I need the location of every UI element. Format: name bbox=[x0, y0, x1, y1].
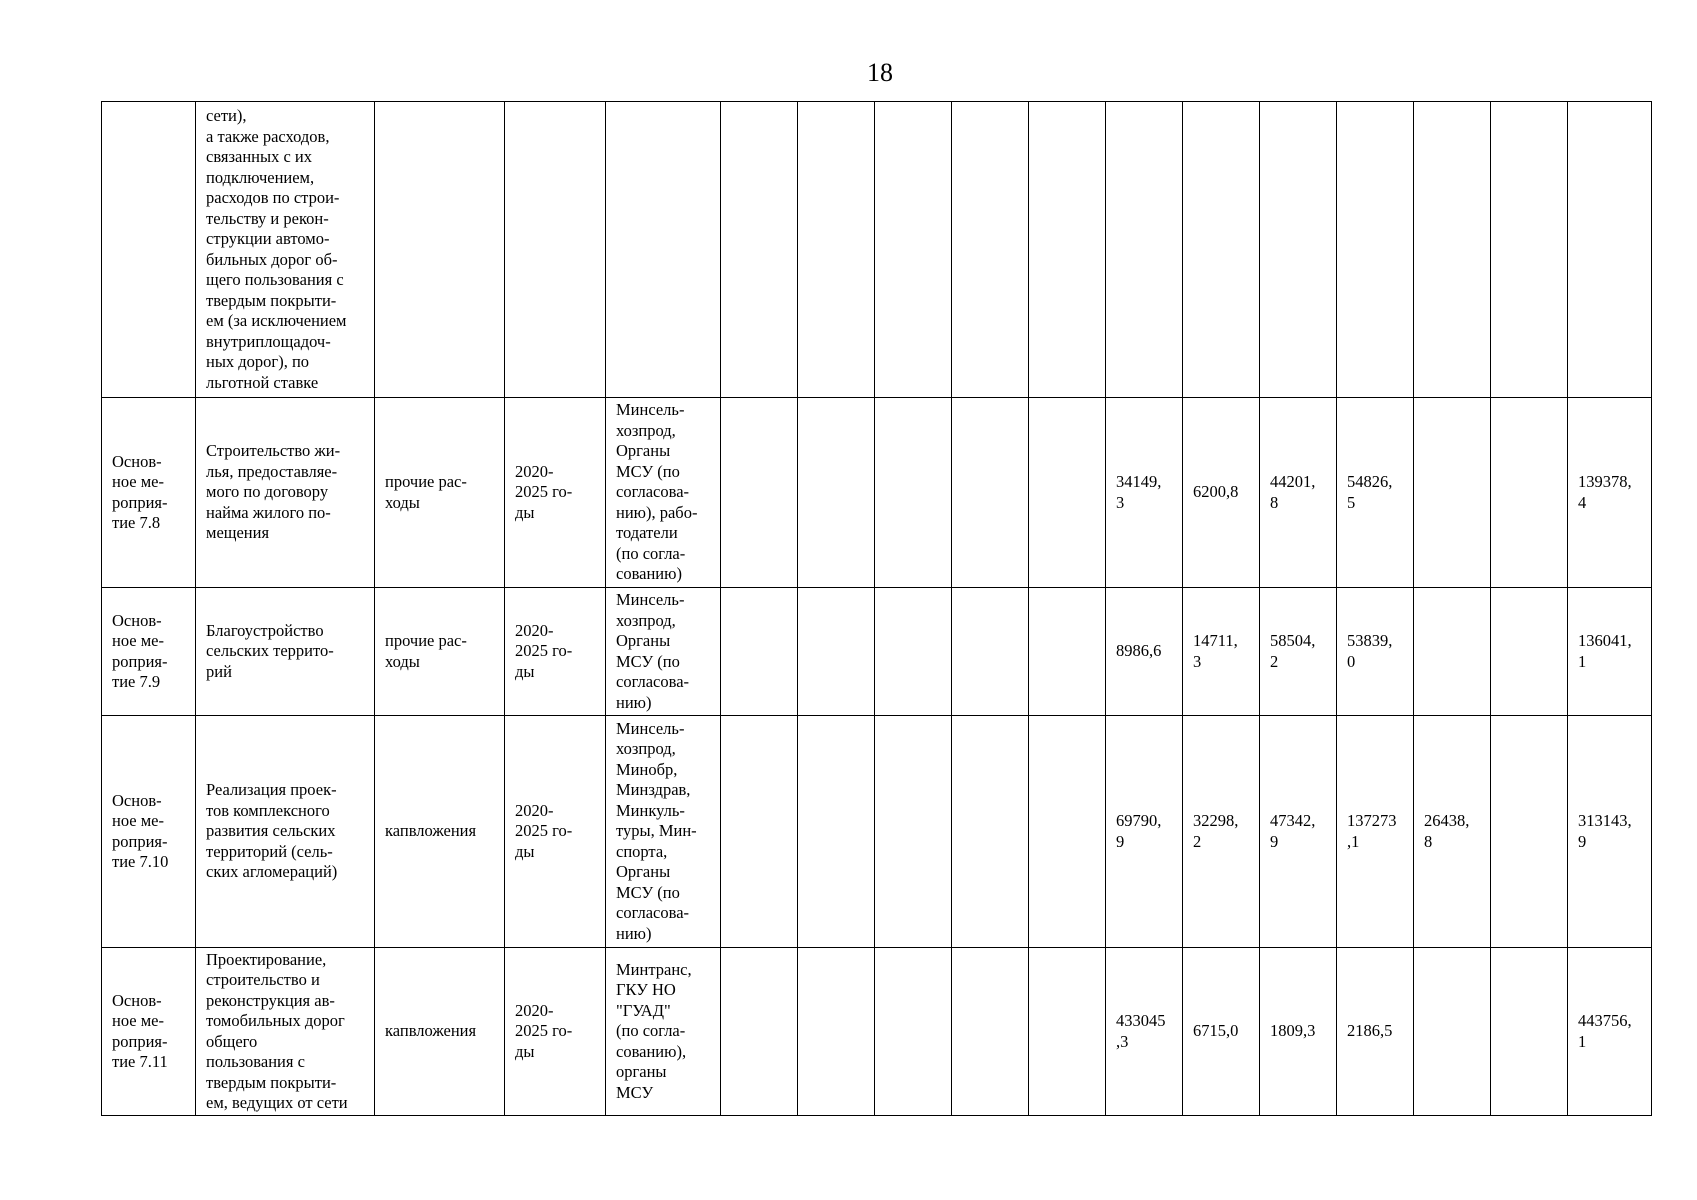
value-cell bbox=[798, 588, 875, 716]
executor-cell: Минсель- хозпрод, Органы МСУ (по согласова- нию), рабо- тодатели (по согла- сованию) bbox=[606, 398, 721, 588]
table-row bbox=[102, 716, 1652, 948]
value-cell bbox=[1491, 102, 1568, 398]
measure-description-cell: Строительство жи- лья, предоставляе- мого по договору найма жилого по- мещения bbox=[196, 398, 375, 588]
value-cell: 14711, 3 bbox=[1183, 588, 1260, 716]
value-cell bbox=[1029, 948, 1106, 1116]
value-cell bbox=[798, 398, 875, 588]
value-cell: 44201, 8 bbox=[1260, 398, 1337, 588]
value-cell: 32298, 2 bbox=[1183, 716, 1260, 948]
value-cell bbox=[721, 102, 798, 398]
value-cell bbox=[875, 102, 952, 398]
measure-description-cell: Благоустройство сельских террито- рий bbox=[196, 588, 375, 716]
total-cell: 313143, 9 bbox=[1568, 716, 1652, 948]
value-cell: 6715,0 bbox=[1183, 948, 1260, 1116]
value-cell bbox=[1106, 102, 1183, 398]
total-cell: 136041, 1 bbox=[1568, 588, 1652, 716]
expense-type-cell: капвложения bbox=[375, 948, 505, 1116]
value-cell bbox=[798, 948, 875, 1116]
value-cell bbox=[875, 398, 952, 588]
expense-type-cell: капвложения bbox=[375, 716, 505, 948]
value-cell bbox=[1491, 588, 1568, 716]
value-cell bbox=[798, 102, 875, 398]
total-cell: 443756, 1 bbox=[1568, 948, 1652, 1116]
page-number: 18 bbox=[867, 58, 893, 87]
period-cell: 2020- 2025 го- ды bbox=[505, 716, 606, 948]
value-cell bbox=[1491, 398, 1568, 588]
value-cell: 2186,5 bbox=[1337, 948, 1414, 1116]
measure-code-cell: Основ- ное ме- роприя- тие 7.9 bbox=[102, 588, 196, 716]
program-measures-table bbox=[101, 101, 1652, 1116]
table-row bbox=[102, 588, 1652, 716]
value-cell bbox=[1414, 102, 1491, 398]
value-cell: 8986,6 bbox=[1106, 588, 1183, 716]
value-cell: 26438, 8 bbox=[1414, 716, 1491, 948]
measure-code-cell: Основ- ное ме- роприя- тие 7.8 bbox=[102, 398, 196, 588]
value-cell bbox=[798, 716, 875, 948]
period-cell bbox=[505, 102, 606, 398]
value-cell: 53839, 0 bbox=[1337, 588, 1414, 716]
value-cell bbox=[952, 948, 1029, 1116]
measure-code-cell: Основ- ное ме- роприя- тие 7.10 bbox=[102, 716, 196, 948]
value-cell bbox=[952, 102, 1029, 398]
value-cell bbox=[1029, 588, 1106, 716]
value-cell bbox=[1029, 102, 1106, 398]
period-cell: 2020- 2025 го- ды bbox=[505, 588, 606, 716]
expense-type-cell: прочие рас- ходы bbox=[375, 588, 505, 716]
value-cell: 1809,3 bbox=[1260, 948, 1337, 1116]
value-cell: 69790, 9 bbox=[1106, 716, 1183, 948]
value-cell bbox=[875, 588, 952, 716]
value-cell bbox=[1183, 102, 1260, 398]
table-row bbox=[102, 398, 1652, 588]
executor-cell: Минтранс, ГКУ НО "ГУАД" (по согла- сованию), органы МСУ bbox=[606, 948, 721, 1116]
value-cell: 6200,8 bbox=[1183, 398, 1260, 588]
table-row bbox=[102, 102, 1652, 398]
total-cell: 139378, 4 bbox=[1568, 398, 1652, 588]
table-row bbox=[102, 948, 1652, 1116]
measure-description-cell: Реализация проек- тов комплексного развития сельских территорий (сель- ских агломераций) bbox=[196, 716, 375, 948]
value-cell bbox=[1491, 716, 1568, 948]
executor-cell bbox=[606, 102, 721, 398]
expense-type-cell bbox=[375, 102, 505, 398]
measure-code-cell bbox=[102, 102, 196, 398]
value-cell bbox=[721, 948, 798, 1116]
value-cell: 433045 ,3 bbox=[1106, 948, 1183, 1116]
measure-description-cell: сети), а также расходов, связанных с их подключением, расходов по строи- тельству и рекон- струкции автомо- бильных дорог об- щего пользования с твердым покрыти- ем (за исключением внутриплощадоч- ных дорог), по льготной ставке bbox=[196, 102, 375, 398]
executor-cell: Минсель- хозпрод, Минобр, Минздрав, Минкуль- туры, Мин- спорта, Органы МСУ (по согласова- нию) bbox=[606, 716, 721, 948]
value-cell bbox=[1414, 588, 1491, 716]
measure-description-cell: Проектирование, строительство и реконструкция ав- томобильных дорог общего пользования с твердым покрыти- ем, ведущих от сети bbox=[196, 948, 375, 1116]
total-cell bbox=[1568, 102, 1652, 398]
value-cell: 34149, 3 bbox=[1106, 398, 1183, 588]
value-cell: 47342, 9 bbox=[1260, 716, 1337, 948]
value-cell bbox=[952, 588, 1029, 716]
value-cell bbox=[721, 588, 798, 716]
value-cell bbox=[952, 398, 1029, 588]
value-cell bbox=[875, 716, 952, 948]
value-cell bbox=[1491, 948, 1568, 1116]
value-cell bbox=[721, 398, 798, 588]
value-cell bbox=[1414, 948, 1491, 1116]
period-cell: 2020- 2025 го- ды bbox=[505, 948, 606, 1116]
value-cell: 54826, 5 bbox=[1337, 398, 1414, 588]
value-cell bbox=[1414, 398, 1491, 588]
value-cell bbox=[1029, 398, 1106, 588]
executor-cell: Минсель- хозпрод, Органы МСУ (по согласова- нию) bbox=[606, 588, 721, 716]
value-cell: 137273 ,1 bbox=[1337, 716, 1414, 948]
value-cell: 58504, 2 bbox=[1260, 588, 1337, 716]
value-cell bbox=[1029, 716, 1106, 948]
value-cell bbox=[1337, 102, 1414, 398]
period-cell: 2020- 2025 го- ды bbox=[505, 398, 606, 588]
value-cell bbox=[952, 716, 1029, 948]
measure-code-cell: Основ- ное ме- роприя- тие 7.11 bbox=[102, 948, 196, 1116]
expense-type-cell: прочие рас- ходы bbox=[375, 398, 505, 588]
value-cell bbox=[1260, 102, 1337, 398]
value-cell bbox=[721, 716, 798, 948]
value-cell bbox=[875, 948, 952, 1116]
